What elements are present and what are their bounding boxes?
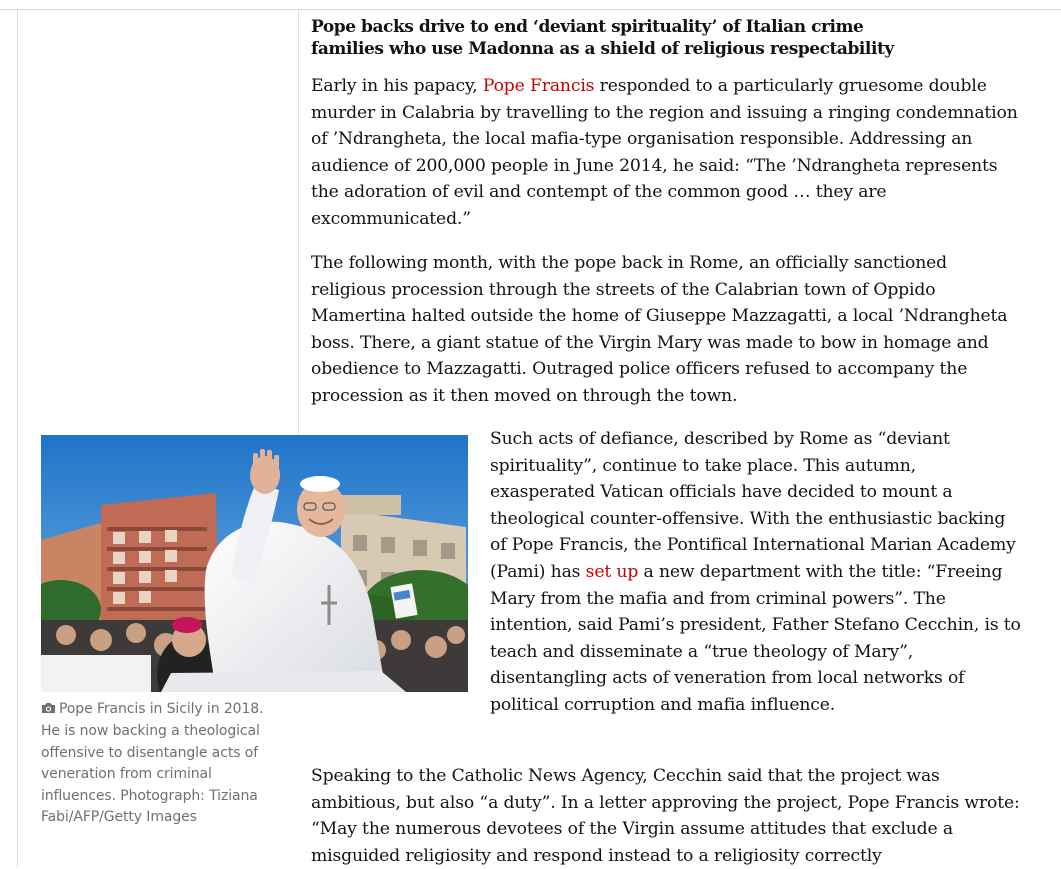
article-paragraph-2: The following month, with the pope back in Rome, an officially sanctioned religious procession through the streets of the Calabrian town of Oppido Mamertina halted outside the home of Giuseppe Mazzagatti, a local ’Ndrangheta boss. There, a giant statue of the Virgin Mary was made to bow in homage and obedience to Mazzagatti. Outraged police officers refused to accompany the procession as it then moved on through the town. — [311, 253, 1008, 406]
article-standfirst: Pope backs drive to end ‘deviant spirituality’ of Italian crime families who use Madonna as a shield of religious respectability — [311, 17, 894, 59]
paragraph-text: a new department with the title: “Freeing Mary from the mafia and from criminal powers”. The intention, said Pami’s president, Father Stefano Cecchin, is to teach and disseminate a “true theology of Mary”, disentangling acts of veneration from local networks of political corruption and mafia influence. — [490, 561, 1021, 715]
top-divider — [0, 9, 1061, 10]
article-paragraph-4: Speaking to the Catholic News Agency, Cecchin said that the project was ambitious, but also “a duty”. In a letter approving the project, Pope Francis wrote: “May the numerous devotees of the Virgin assume attitudes that exclude a misguided religiosity and respond instead to a religiosity correctly — [311, 766, 1020, 866]
set-up-link[interactable]: set up — [585, 561, 639, 582]
caption-text: Pope Francis in Sicily in 2018. He is now backing a theological offensive to disentangle acts of veneration from criminal influences. Photograph: Tiziana Fabi/AFP/Getty Images — [41, 701, 264, 826]
article-paragraph-3 — [311, 426, 1023, 719]
pope-francis-link[interactable]: Pope Francis — [482, 76, 595, 96]
paragraph-text: Early in his papacy, — [311, 76, 483, 96]
paragraph-text: Such acts of defiance, described by Rome as “deviant spirituality”, continue to take place. This autumn, exasperated Vatican officials have decided to mount a theological counter-offensive. With the enthusiastic backing of Pope Francis, the Pontifical International Marian Academy (Pami) has — [490, 429, 1016, 582]
photo-caption — [41, 699, 281, 828]
camera-icon — [41, 700, 56, 721]
article-paragraph-1 — [311, 73, 1023, 233]
left-column-divider — [17, 10, 18, 867]
content-column-divider — [298, 10, 299, 434]
article-photo[interactable] — [41, 435, 468, 692]
paragraph-text: responded to a particularly gruesome double murder in Calabria by travelling to the region and issuing a ringing condemnation of ’Ndrangheta, the local mafia-type organisation responsible. Addressing an audience of 200,000 people in June 2014, he said: “The ’Ndrangheta represents the adoration of evil and contempt of the common good … they are excommunicated.” — [311, 76, 1018, 229]
